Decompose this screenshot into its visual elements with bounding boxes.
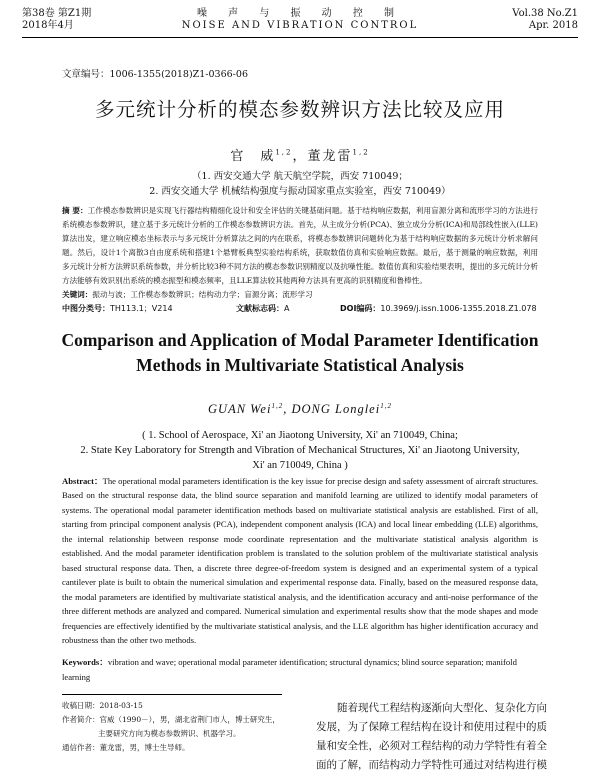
cn-affiliation-2: 2. 西安交通大学 机械结构强度与振动国家重点实验室，西安 710049） <box>149 186 451 197</box>
article-number: 文章编号：1006-1355(2018)Z1-0366-06 <box>62 69 248 80</box>
cn-authors: 官 威$^{1,2}$，董龙雷$^{1,2}$ <box>230 148 370 164</box>
received-date: 收稿日期：2018-03-15 <box>62 701 143 710</box>
en-keywords: Keywords：vibration and wave; operational modal parameter identification; structural dynamics; blind source separation; manifold learning <box>62 657 517 682</box>
en-author-2: DONG Longlei <box>291 402 381 417</box>
en-abstract-label: Abstract： <box>62 475 103 486</box>
cn-class-number: 中图分类号：TH113.1；V214 <box>62 304 173 313</box>
footnote: 收稿日期：2018-03-15 作者简介：官威（1990－），男，湖北省荆门市人，博士研究生， 主要研究方向为模态参数辨识、机器学习。 通信作者：董龙雷，男，博士生导师。 <box>62 699 302 755</box>
en-affiliation-1: ( 1. School of Aerospace, Xi' an Jiaotong University, Xi' an 710049, China; <box>142 430 458 441</box>
en-abstract <box>62 460 538 648</box>
header-rule <box>22 37 578 38</box>
footnote-rule <box>62 694 282 695</box>
cn-affiliation-1: （1. 西安交通大学 航天航空学院，西安 710049； <box>192 171 408 182</box>
cn-abstract-text: 工作模态参数辨识是实现飞行器结构精细化设计和安全评估的关键基础问题。基于结构响应数据，利用盲源分离和流形学习的方法进行系统模态参数辨识，建立基于多元统计分析的工作模态参数辨识方法。首先，从主成分分析(PCA)、独立成分分析(ICA)和局部线性嵌入(LLE)算法出发，建立响应模态坐标表示与多元统计分析算法之间的内在联系，将模态参数辨识问题转化为基于结构响应数据的多元统计分析求解问题。然后，设计1个离散3自由度系统和搭建1个悬臂板典型实验结构系统，获取数值仿真和实验响应数据。最后，基于测量的响应数据，利用多元统计分析方法辨识系统参数，并分析比较3种不同方法的模态参数识别精度以及抗噪性能。数值仿真和实验结果表明，提出的多元统计分析方法能够有效识别出系统的模态振型和模态频率，且LLE算法较其他两种方法具有更高的识别精度和鲁棒性。 <box>62 206 538 285</box>
cn-author-1: 官 威 <box>230 149 276 164</box>
en-abstract-text: The operational modal parameters identification is the key issue for precise design and safety assessment of aircraft structures. Based on the structural response data, the blind source separation and manifold learning are utilized to identify modal parameters of systems. The operational modal parameter identification methods based on multivariate statistical analysis are established. First of all, starting from principal component analysis (PCA), independent component analysis (ICA) and local linear embedding (LLE) algorithms, the internal relationship between response mode coordinate representation and the multivariate statistical analysis algorithm is established. And the modal parameter identification problem is translated to the solution problem of the multivariate statistical analysis based structural response data. Then, a discrete three degree-of-freedom system is designed and an experimental system of a typical cantilever plate is built to obtain the numerical simulation and experimental response data. Finally, based on the measured response data, the modal parameters are identified by multivariate statistical analysis, and the identification accuracy and anti-noise performance of the three different methods are analyzed and compared. Numerical simulation and experimental results show that the mode shapes and mode frequencies are effectively identified by the multivariate statistical analysis, and the LLE algorithm has higher identification accuracy and robustness than the other two methods. <box>62 475 538 645</box>
en-affiliation-2: 2. State Key Laboratory for Strength and Vibration of Mechanical Structures, Xi' an Jiaotong University, <box>80 445 520 456</box>
body-text: 随着现代工程结构逐渐向大型化、复杂化方向 发展，为了保障工程结构在设计和使用过程中的质 量和安全性，必须对工程结构的动力学特性有着全 面的了解，而结构动力学特性可通过对结构进行模 <box>316 702 547 771</box>
cn-abstract <box>62 204 538 288</box>
header-issue: 第38卷 第Z1期 2018年4月 <box>22 8 92 31</box>
cn-title: 多元统计分析的模态参数辨识方法比较及应用 <box>94 98 505 121</box>
en-author-1: GUAN Wei <box>208 402 272 417</box>
cn-doc-code: 文献标志码：A <box>236 304 290 313</box>
en-title: Comparison and Application of Modal Parameter Identification Methods in Multivariate Statistical Analysis <box>61 330 539 375</box>
header-journal-name: 噪 声 与 振 动 控 制 NOISE AND VIBRATION CONTROL <box>181 8 419 31</box>
cn-keywords: 关键词：振动与波；工作模态参数辨识；结构动力学；盲源分离；流形学习 <box>62 290 313 299</box>
corresponding-author: 通信作者：董龙雷，男，博士生导师。 <box>62 743 190 752</box>
running-header <box>22 8 578 38</box>
header-volume: Vol.38 No.Z1 Apr. 2018 <box>512 8 578 31</box>
cn-doi: DOI编码：10.3969/j.issn.1006-1355.2018.Z1.078 <box>340 304 537 313</box>
en-affiliation-3: Xi' an 710049, China ) <box>252 460 348 471</box>
author-info: 作者简介：官威（1990－），男，湖北省荆门市人，博士研究生， <box>62 715 280 724</box>
cn-abstract-label: 摘 要： <box>62 206 88 215</box>
en-authors: GUAN Wei$^{1,2}$, DONG Longlei$^{1,2}$ <box>208 402 392 417</box>
cn-author-2: 董龙雷 <box>307 149 353 164</box>
